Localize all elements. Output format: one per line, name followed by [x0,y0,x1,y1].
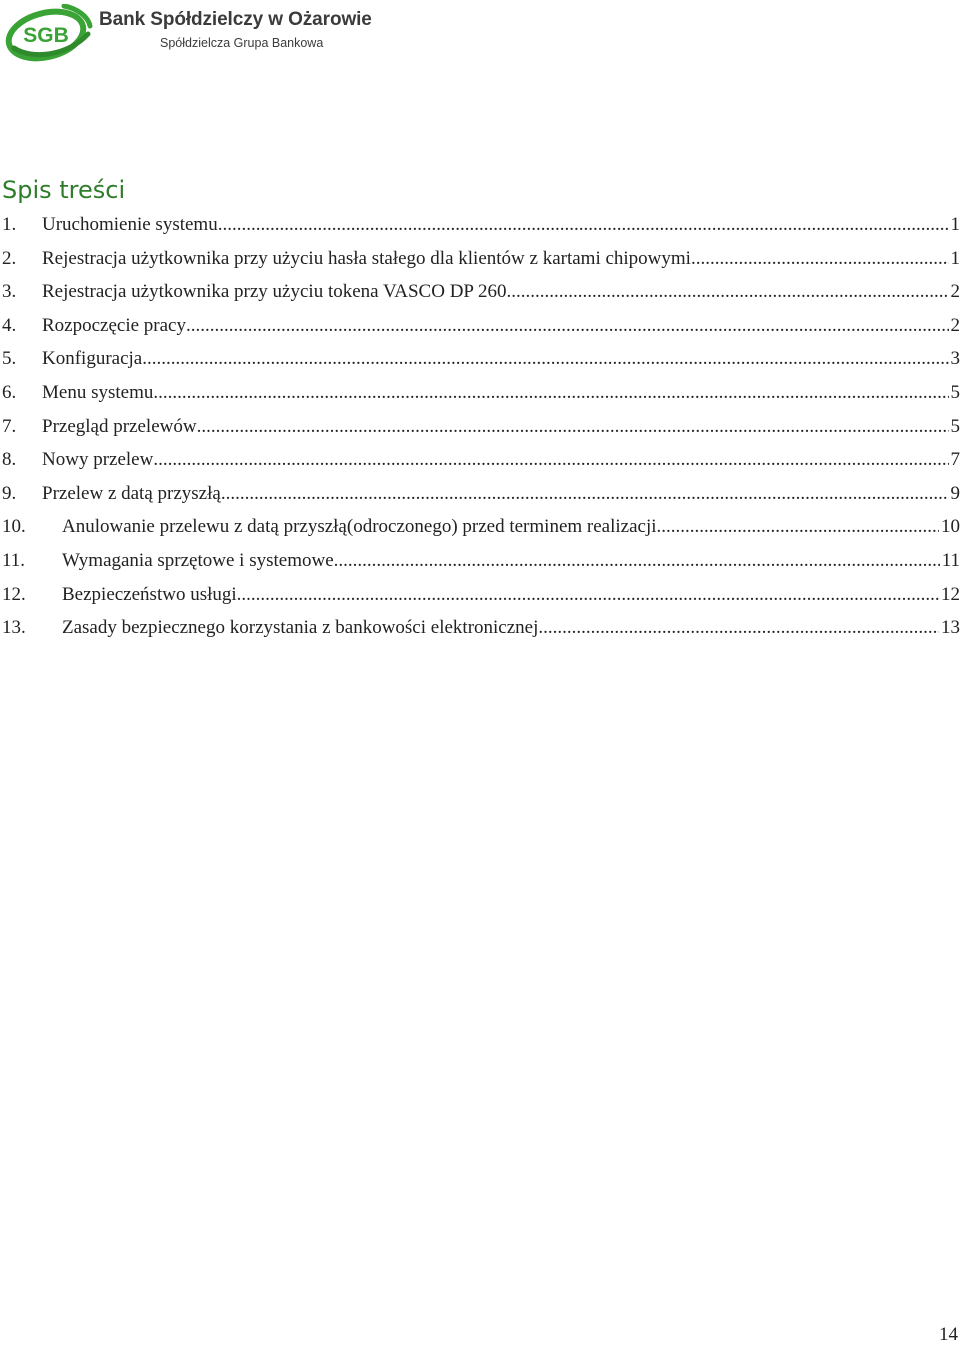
dot-leader [197,410,949,444]
toc-entry-title[interactable]: Rejestracja użytkownika przy użyciu tokena VASCO DP 260 [42,281,507,303]
bank-subtitle: Spółdzielcza Grupa Bankowa [160,36,324,50]
toc-entry-number: 7. [2,415,17,437]
toc-entry[interactable] [2,578,960,612]
toc-entry[interactable] [2,611,960,645]
toc-entry[interactable] [2,342,960,376]
table-of-contents [2,208,960,645]
toc-entry[interactable] [2,410,960,444]
dot-leader [657,510,939,544]
toc-entry[interactable] [2,275,960,309]
dot-leader [334,544,940,578]
toc-entry-page: 1 [950,214,960,235]
dot-leader [237,578,939,612]
toc-entry[interactable] [2,376,960,410]
toc-entry-number: 3. [2,281,17,303]
page-number: 14 [939,1324,958,1345]
toc-title: Spis treści [2,176,126,204]
toc-entry-number: 2. [2,247,17,269]
toc-entry-number: 5. [2,348,17,370]
toc-entry-title[interactable]: Uruchomienie systemu [42,214,218,235]
toc-entry-page: 13 [941,617,960,639]
toc-entry-page: 1 [950,247,960,269]
toc-entry-number: 11. [2,549,26,571]
dot-leader [538,611,939,645]
dot-leader [142,342,948,376]
toc-entry-page: 10 [941,516,960,538]
toc-entry-title[interactable]: Bezpieczeństwo usługi [62,583,237,605]
toc-entry-title[interactable]: Menu systemu [42,381,154,403]
toc-entry-number: 1. [2,214,17,235]
toc-entry-page: 5 [950,415,960,437]
dot-leader [186,309,949,343]
dot-leader [153,376,948,410]
toc-entry-title[interactable]: Konfiguracja [42,348,143,370]
toc-entry-title[interactable]: Wymagania sprzętowe i systemowe [62,549,334,571]
toc-entry[interactable] [2,443,960,477]
toc-entry-title[interactable]: Przegląd przelewów [42,415,197,437]
dot-leader [221,477,949,511]
toc-entry-number: 10. [2,516,26,538]
toc-entry-number: 6. [2,381,17,403]
toc-entry[interactable] [2,208,960,242]
toc-entry-title[interactable]: Nowy przelew [42,449,154,471]
toc-entry[interactable] [2,242,960,276]
toc-entry-number: 4. [2,314,17,336]
toc-entry-page: 12 [941,583,960,605]
toc-entry-page: 11 [941,549,960,571]
bank-name: Bank Spółdzielczy w Ożarowie [99,9,372,30]
toc-entry-title[interactable]: Rejestracja użytkownika przy użyciu hasła stałego dla klientów z kartami chipowymi [42,247,691,269]
toc-entry[interactable] [2,309,960,343]
toc-entry[interactable] [2,544,960,578]
logo-text: SGB [23,24,69,47]
toc-entry-number: 9. [2,482,17,504]
dot-leader [507,275,949,309]
toc-entry-page: 9 [950,482,960,504]
toc-entry-page: 7 [950,449,960,471]
toc-entry-page: 3 [950,348,960,370]
toc-entry[interactable] [2,477,960,511]
toc-entry-title[interactable]: Rozpoczęcie pracy [42,314,186,336]
toc-entry-page: 2 [950,314,960,336]
toc-entry-number: 12. [2,583,26,605]
toc-entry-title[interactable]: Zasady bezpiecznego korzystania z bankowości elektronicznej [62,617,539,639]
toc-entry[interactable] [2,510,960,544]
dot-leader [218,208,949,242]
toc-entry-page: 5 [950,381,960,403]
dot-leader [691,242,949,276]
dot-leader [153,443,948,477]
sgb-logo-icon [2,4,94,62]
toc-entry-number: 8. [2,449,17,471]
document-header [0,0,960,70]
toc-entry-title[interactable]: Anulowanie przelewu z datą przyszłą(odroczonego) przed terminem realizacji [62,516,657,538]
toc-entry-number: 13. [2,617,26,639]
toc-entry-title[interactable]: Przelew z datą przyszłą [42,482,221,504]
toc-entry-page: 2 [950,281,960,303]
